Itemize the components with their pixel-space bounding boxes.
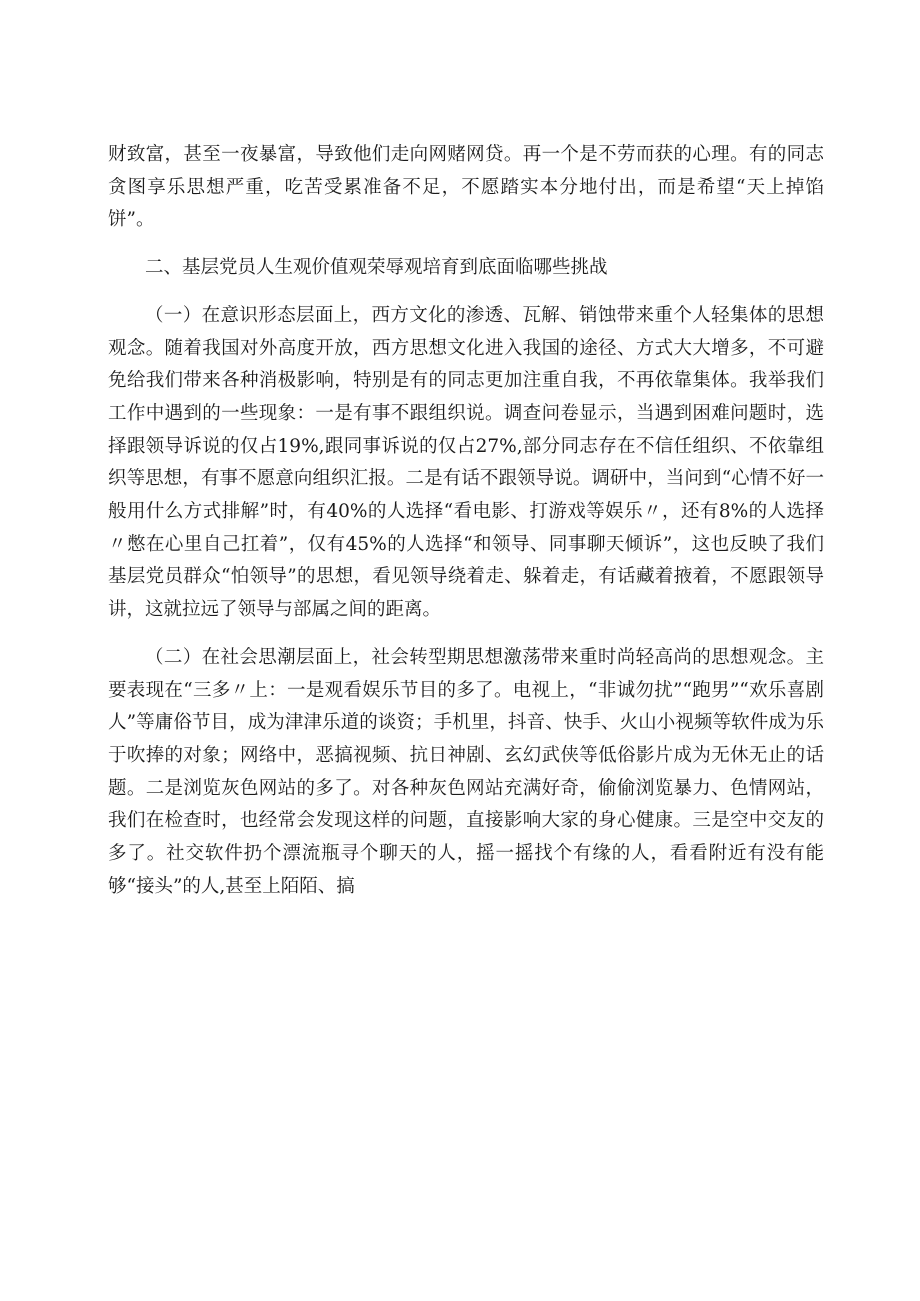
continuation-paragraph: 财致富，甚至一夜暴富，导致他们走向网赌网贷。再一个是不劳而获的心理。有的同志贪图享乐思想严重，吃苦受累准备不足，不愿踏实本分地付出，而是希望“天上掉馅饼”。 (108, 144, 824, 231)
section-heading: 二、基层党员人生观价值观荣辱观培育到底面临哪些挑战 (145, 257, 608, 279)
document-page (108, 139, 824, 918)
paragraph-ideology: （一）在意识形态层面上，西方文化的渗透、瓦解、销蚀带来重个人轻集体的思想观念。随着我国对外高度开放，西方思想文化进入我国的途径、方式大大增多，不可避免给我们带来各种消极影响，特别是有的同志更加注重自我，不再依靠集体。我举我们工作中遇到的一些现象：一是有事不跟组织说。调查问卷显示，当遇到困难问题时，选择跟领导诉说的仅占19%,跟同事诉说的仅占27%,部分同志存在不信任组织、不依靠组织等思想，有事不愿意向组织汇报。二是有话不跟领导说。调研中，当问到“心情不好一般用什么方式排解”时，有40%的人选择“看电影、打游戏等娱乐〃，还有8%的人选择〃憋在心里自己扛着”，仅有45%的人选择“和领导、同事聊天倾诉”，这也反映了我们基层党员群众“怕领导”的思想，看见领导绕着走、躲着走，有话藏着掖着，不愿跟领导讲，这就拉远了领导与部属之间的距离。 (108, 304, 824, 621)
paragraph-social-trends: （二）在社会思潮层面上，社会转型期思想激荡带来重时尚轻高尚的思想观念。主要表现在“三多〃上：一是观看娱乐节目的多了。电视上，“非诚勿扰”“跑男”“欢乐喜剧人”等庸俗节目，成为津津乐道的谈资；手机里，抖音、快手、火山小视频等软件成为乐于吹捧的对象；网络中，恶搞视频、抗日神剧、玄幻武侠等低俗影片成为无休无止的话题。二是浏览灰色网站的多了。对各种灰色网站充满好奇，偷偷浏览暴力、色情网站，我们在检查时，也经常会发现这样的问题，直接影响大家的身心健康。三是空中交友的多了。社交软件扔个漂流瓶寻个聊天的人，摇一摇找个有缘的人，看看附近有没有能够“接头”的人,甚至上陌陌、搞 (108, 646, 824, 897)
